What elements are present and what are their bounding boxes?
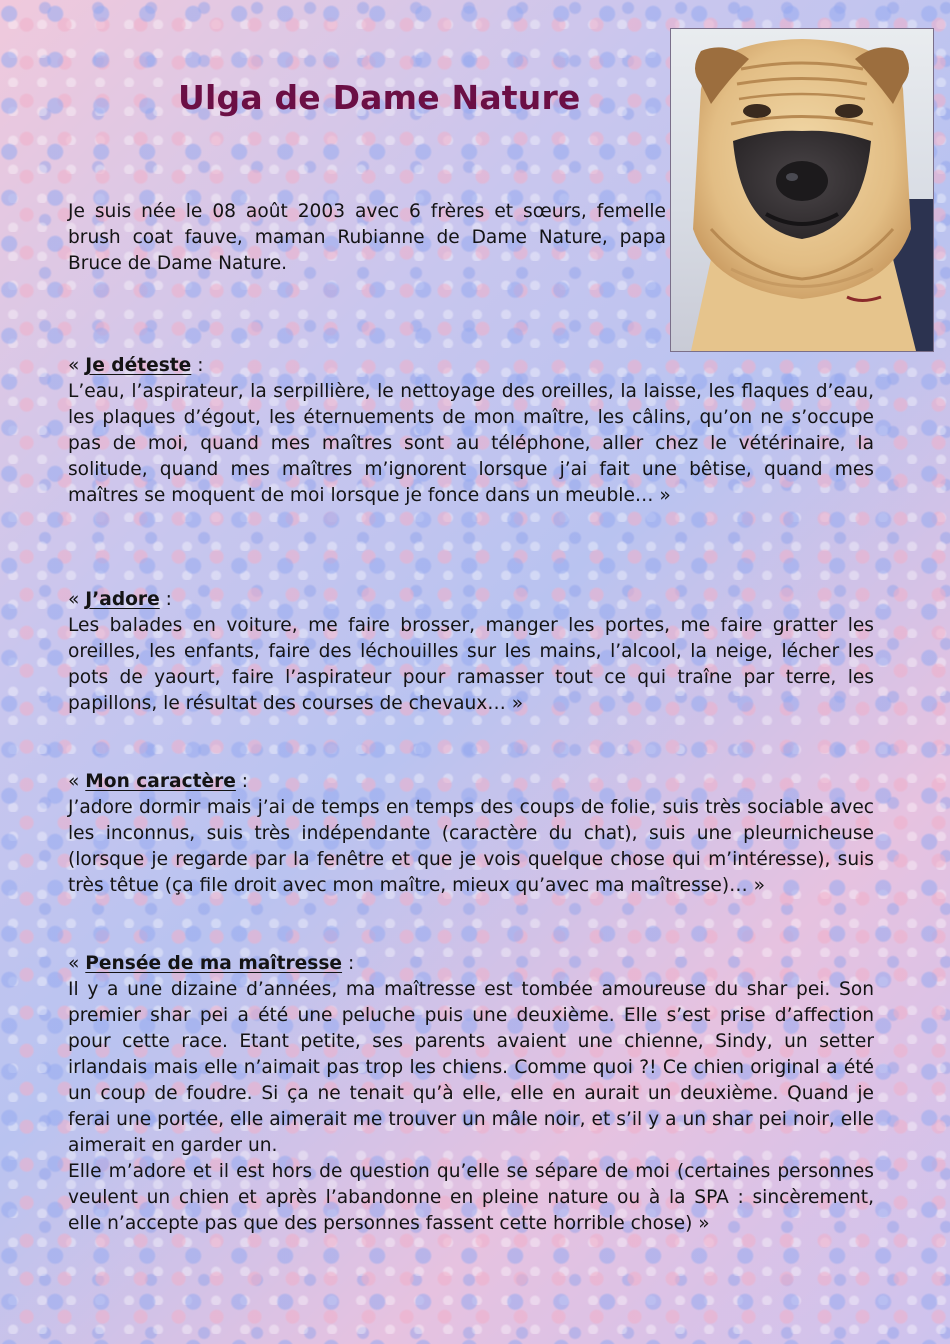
section-body: Les balades en voiture, me faire brosser, manger les portes, me faire gratter les oreilles, les enfants, faire des léchouilles sur les mains, l’alcool, la neige, lécher les pots de yaourt, faire l’aspirateur pour ramasser tout ce qui traîne par terre, les papillons, le résultat des courses de chevaux… »: [68, 615, 874, 714]
section-heading: « J’adore :: [68, 589, 172, 610]
heading-je-deteste: Je déteste: [85, 355, 192, 376]
section-body: L’eau, l’aspirateur, la serpillière, le nettoyage des oreilles, la laisse, les flaques d’eau, les plaques d’égout, les éternuements de mon maître, les câlins, qu’on ne s’occupe pas de moi, quand mes maîtres sont au téléphone, aller chez le vétérinaire, la solitude, quand mes maîtres m’ignorent lorsque j’ai fait une bêtise, quand mes maîtres se moquent de moi lorsque je fonce dans un meuble… »: [68, 381, 874, 506]
section-body: J’adore dormir mais j’ai de temps en temps des coups de folie, suis très sociable avec les inconnus, suis très indépendante (caractère du chat), suis une pleurnicheuse (lorsque je regarde par la fenêtre et que je vois quelque chose qui m’intéresse), suis très têtue (ça file droit avec mon maître, mieux qu’avec ma maîtresse)… »: [68, 797, 874, 896]
section-heading: « Pensée de ma maîtresse :: [68, 953, 355, 974]
heading-j-adore: J’adore: [85, 589, 160, 610]
section-heading: « Je déteste :: [68, 355, 204, 376]
shar-pei-photo: [671, 29, 933, 351]
dog-photo: [670, 28, 934, 352]
section-heading: « Mon caractère :: [68, 771, 249, 792]
heading-pensee-maitresse: Pensée de ma maîtresse: [85, 953, 343, 974]
intro-paragraph: Je suis née le 08 août 2003 avec 6 frères et sœurs, femelle brush coat fauve, maman Rubianne de Dame Nature, papa Bruce de Dame Nature.: [68, 201, 666, 274]
page-title: Ulga de Dame Nature: [178, 78, 581, 117]
section-je-deteste: [68, 353, 874, 509]
section-pensee-maitresse: [68, 951, 874, 1237]
section-body-continued: Elle m’adore et il est hors de question qu’elle se sépare de moi (certaines personnes veulent un chien et après l’abandonne en pleine nature ou à la SPA : sincèrement, elle n’accepte pas que des personnes fassent cette horrible chose) »: [68, 1161, 874, 1234]
heading-mon-caractere: Mon caractère: [85, 771, 236, 792]
section-j-adore: [68, 587, 874, 717]
section-body: Il y a une dizaine d’années, ma maîtresse est tombée amoureuse du shar pei. Son premier shar pei a été une peluche puis une deuxième. Elle s’est prise d’affection pour cette race. Etant petite, ses parents avaient une chienne, Sindy, un setter irlandais mais elle n’aimait pas trop les chiens. Comme quoi ?! Ce chien original a été un coup de foudre. Si ça ne tenait qu’à elle, elle en aurait un deuxième. Quand je ferai une portée, elle aimerait me trouver un mâle noir, et s’il y a un shar pei noir, elle aimerait en garder un.: [68, 979, 874, 1156]
section-mon-caractere: [68, 769, 874, 899]
